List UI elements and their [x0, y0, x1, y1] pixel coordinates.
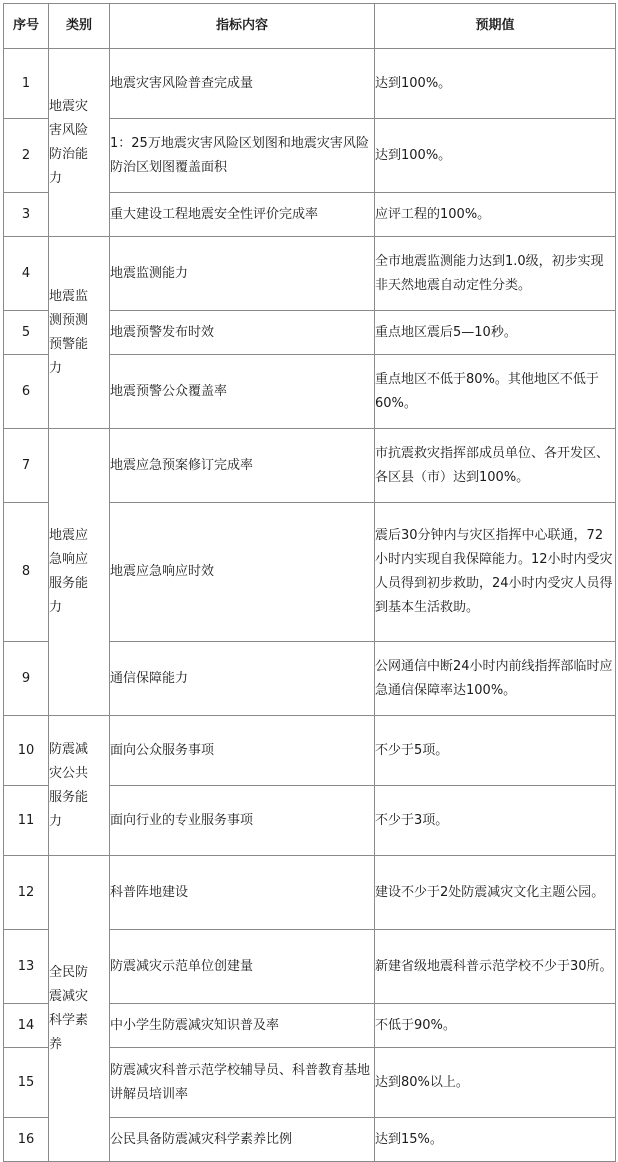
- table-body: [4, 49, 616, 1162]
- indicator-content: 重大建设工程地震安全性评价完成率: [110, 193, 375, 237]
- expected-value: 不低于90%。: [375, 1004, 616, 1048]
- expected-value: 重点地区震后5—10秒。: [375, 311, 616, 355]
- expected-value: 达到100%。: [375, 119, 616, 193]
- category-label: 地震应急响应服务能力: [49, 528, 89, 615]
- row-number: 8: [4, 503, 49, 642]
- indicator-content: 地震应急预案修订完成率: [110, 429, 375, 503]
- header-indicator: 指标内容: [110, 4, 375, 49]
- indicator-content: 地震监测能力: [110, 237, 375, 311]
- row-number: 14: [4, 1004, 49, 1048]
- category-cell: [49, 716, 110, 856]
- row-number: 16: [4, 1118, 49, 1162]
- table-row: [4, 49, 616, 119]
- indicator-content: 地震预警公众覆盖率: [110, 355, 375, 429]
- indicator-table: [3, 3, 616, 1162]
- row-number: 6: [4, 355, 49, 429]
- row-number: 3: [4, 193, 49, 237]
- expected-value: 建设不少于2处防震减灾文化主题公园。: [375, 856, 616, 930]
- expected-value: 应评工程的100%。: [375, 193, 616, 237]
- expected-value: 市抗震救灾指挥部成员单位、各开发区、各区县（市）达到100%。: [375, 429, 616, 503]
- row-number: 10: [4, 716, 49, 786]
- category-cell: [49, 856, 110, 1162]
- row-number: 12: [4, 856, 49, 930]
- row-number: 13: [4, 930, 49, 1004]
- category-label: 全民防震减灾科学素养: [49, 964, 89, 1052]
- expected-value: 达到15%。: [375, 1118, 616, 1162]
- expected-value: 达到80%以上。: [375, 1048, 616, 1118]
- category-label: 地震灾害风险防治能力: [49, 98, 89, 186]
- table-row: [4, 237, 616, 311]
- row-number: 11: [4, 786, 49, 856]
- header-expected: 预期值: [375, 4, 616, 49]
- indicator-content: 防震减灾科普示范学校辅导员、科普教育基地讲解员培训率: [110, 1048, 375, 1118]
- indicator-content: 通信保障能力: [110, 642, 375, 716]
- indicator-content: 公民具备防震减灾科学素养比例: [110, 1118, 375, 1162]
- row-number: 5: [4, 311, 49, 355]
- indicator-content: 面向行业的专业服务事项: [110, 786, 375, 856]
- expected-value: 不少于5项。: [375, 716, 616, 786]
- indicator-content: 中小学生防震减灾知识普及率: [110, 1004, 375, 1048]
- indicator-content: 科普阵地建设: [110, 856, 375, 930]
- row-number: 4: [4, 237, 49, 311]
- expected-value: 震后30分钟内与灾区指挥中心联通，72小时内实现自我保障能力。12小时内受灾人员得到初步救助，24小时内受灾人员得到基本生活救助。: [375, 503, 616, 642]
- indicator-content: 地震预警发布时效: [110, 311, 375, 355]
- category-label: 地震监测预测预警能力: [49, 288, 89, 376]
- category-cell: [49, 237, 110, 429]
- expected-value: 全市地震监测能力达到1.0级，初步实现非天然地震自动定性分类。: [375, 237, 616, 311]
- expected-value: 公网通信中断24小时内前线指挥部临时应急通信保障率达100%。: [375, 642, 616, 716]
- category-cell: [49, 49, 110, 237]
- category-label: 防震减灾公共服务能力: [49, 741, 89, 829]
- table-row: [4, 429, 616, 503]
- header-category: 类别: [49, 4, 110, 49]
- indicator-content: 地震应急响应时效: [110, 503, 375, 642]
- category-cell: [49, 429, 110, 716]
- expected-value: 不少于3项。: [375, 786, 616, 856]
- table-row: [4, 856, 616, 930]
- row-number: 7: [4, 429, 49, 503]
- row-number: 1: [4, 49, 49, 119]
- row-number: 15: [4, 1048, 49, 1118]
- expected-value: 重点地区不低于80%。其他地区不低于60%。: [375, 355, 616, 429]
- indicator-content: 面向公众服务事项: [110, 716, 375, 786]
- indicator-content: 防震减灾示范单位创建量: [110, 930, 375, 1004]
- indicator-content: 地震灾害风险普查完成量: [110, 49, 375, 119]
- header-num: 序号: [4, 4, 49, 49]
- header-row: [4, 4, 616, 49]
- expected-value: 新建省级地震科普示范学校不少于30所。: [375, 930, 616, 1004]
- row-number: 2: [4, 119, 49, 193]
- row-number: 9: [4, 642, 49, 716]
- expected-value: 达到100%。: [375, 49, 616, 119]
- indicator-content: 1：25万地震灾害风险区划图和地震灾害风险防治区划图覆盖面积: [110, 119, 375, 193]
- table-row: [4, 716, 616, 786]
